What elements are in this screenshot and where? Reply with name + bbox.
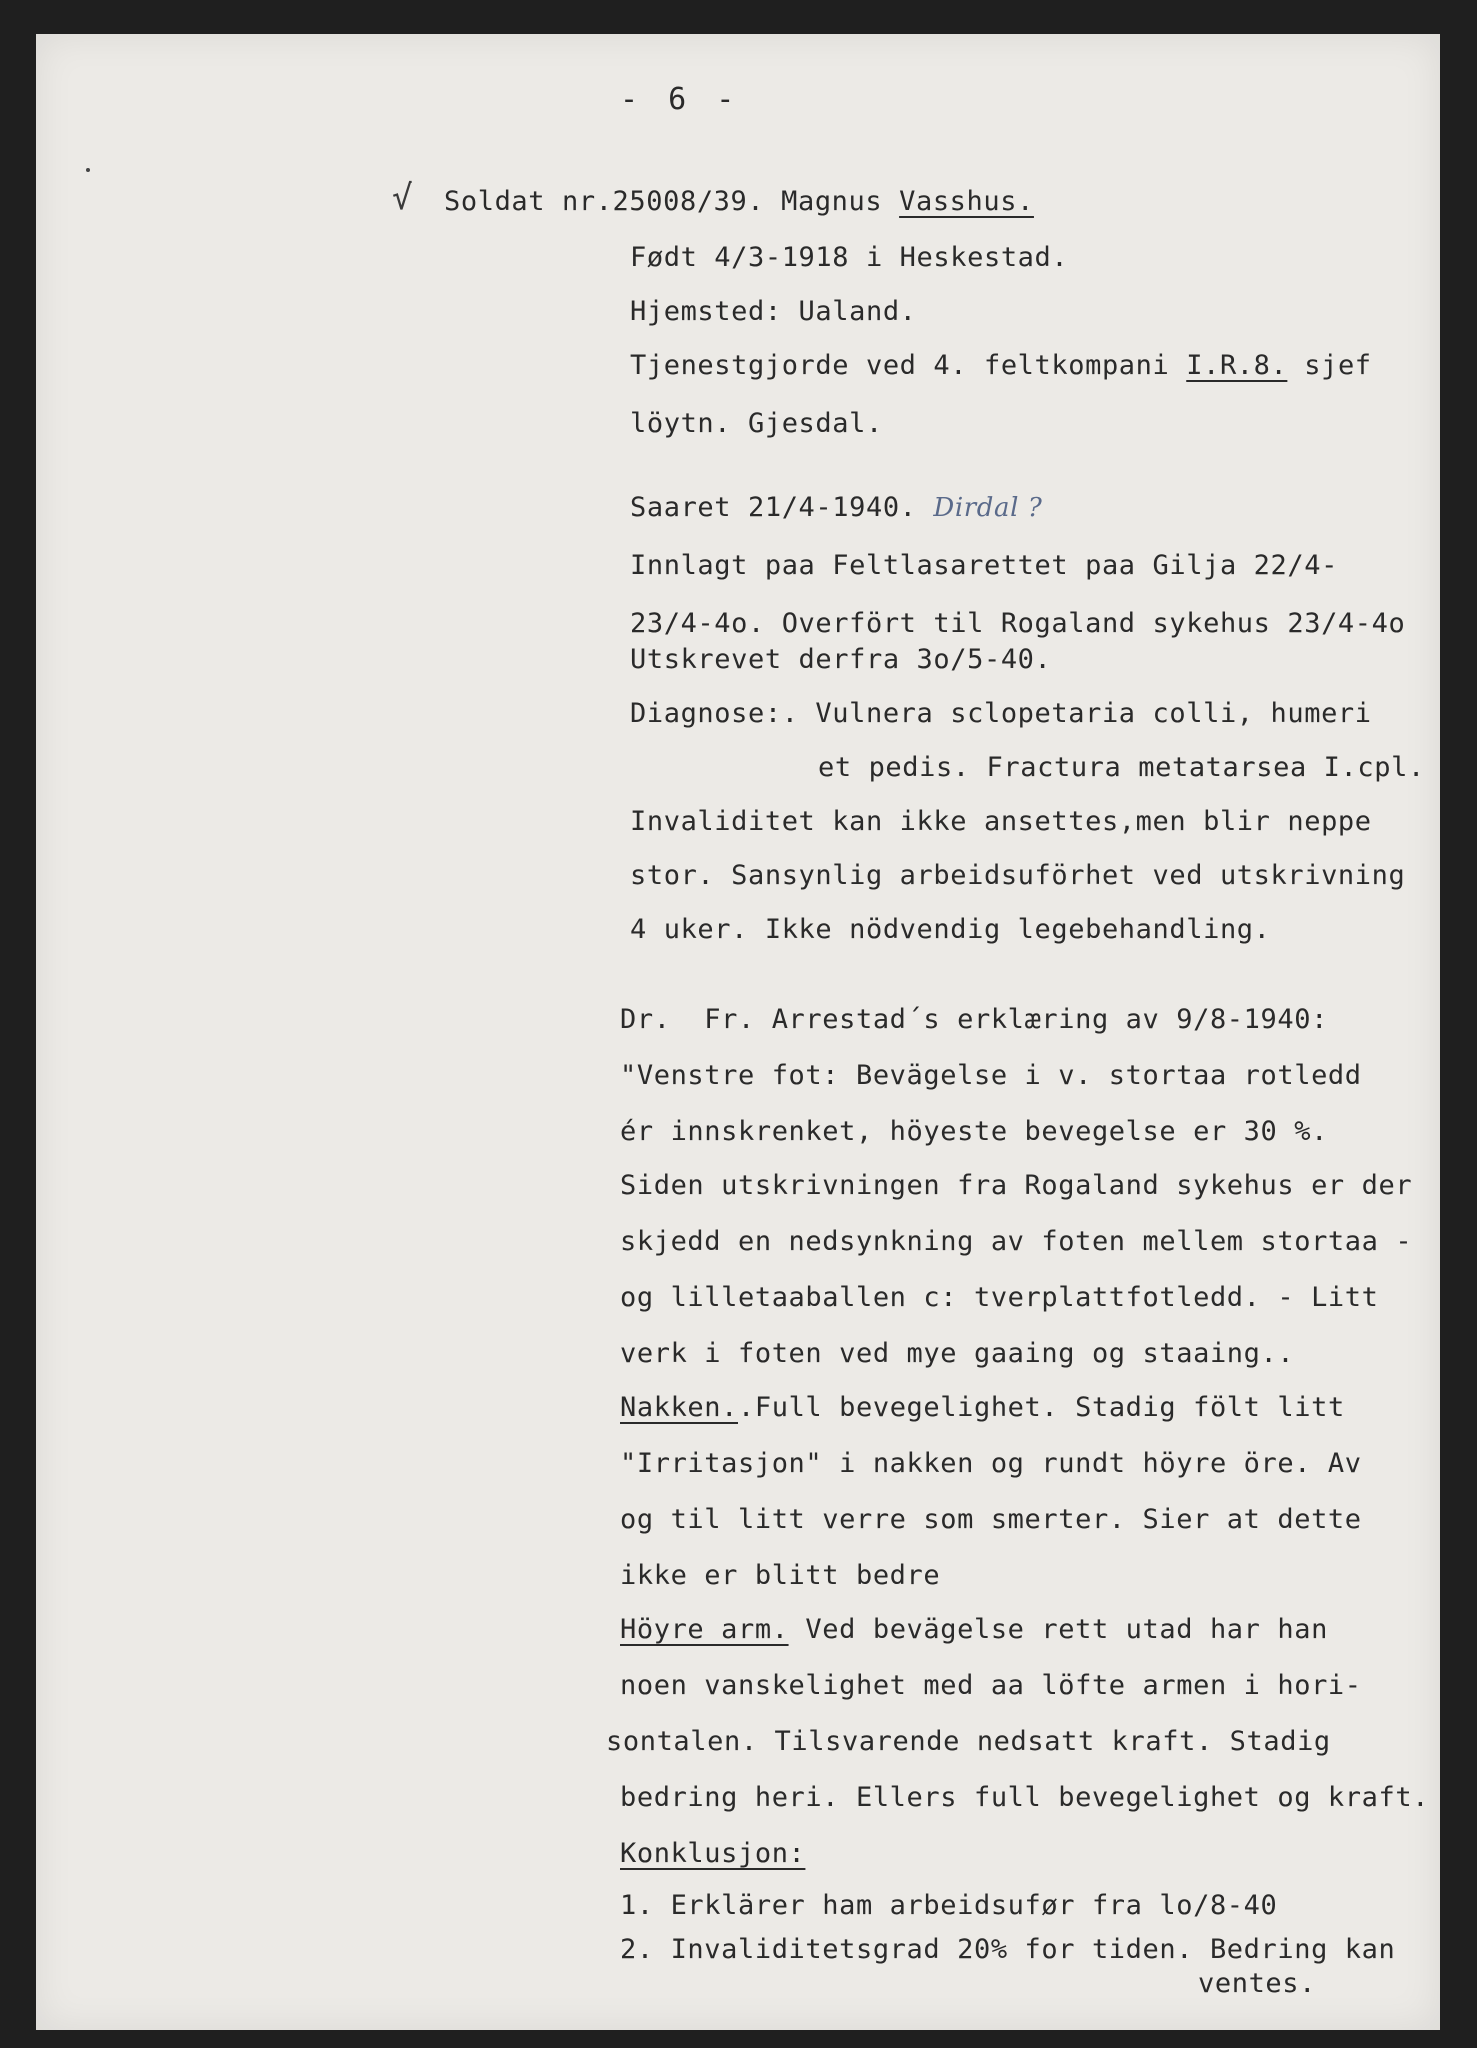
arm-line-3: sontalen. Tilsvarende nedsatt kraft. Stadig xyxy=(606,1726,1331,1757)
arm-line-2: noen vanskelighet med aa löfte armen i hori- xyxy=(620,1670,1362,1701)
service-prefix: Tjenestgjorde ved 4. feltkompani xyxy=(630,350,1170,381)
transferred-line: 23/4-4o. Overfört til Rogaland sykehus 23/4-4o xyxy=(630,608,1406,639)
declaration-line-5: skjedd en nedsynkning av foten mellem stortaa - xyxy=(620,1226,1413,1257)
declaration-line-6: og lilletaaballen c: tverplattfotledd. - Litt xyxy=(620,1282,1379,1313)
document-page xyxy=(36,34,1440,2030)
soldier-number: Soldat nr.25008/39. Magnus xyxy=(444,186,883,217)
declaration-line-1: Dr. Fr. Arrestad´s erklæring av 9/8-1940: xyxy=(620,1004,1328,1035)
page-number: - 6 - xyxy=(620,82,741,117)
arm-label: Höyre arm. xyxy=(620,1614,789,1645)
handwritten-place: Dirdal ? xyxy=(933,493,1043,523)
born-line: Født 4/3-1918 i Heskestad. xyxy=(630,242,1069,273)
diagnosis-line-2: et pedis. Fractura metatarsea I.cpl. xyxy=(818,752,1425,783)
conclusion-heading: Konklusjon: xyxy=(620,1838,806,1869)
check-mark-icon: √ xyxy=(392,178,414,218)
wounded-line xyxy=(630,492,1042,524)
neck-text: .Full bevegelighet. Stadig fölt litt xyxy=(738,1392,1345,1423)
declaration-line-2: "Venstre fot: Bevägelse i v. stortaa rotledd xyxy=(620,1060,1362,1091)
neck-line-1 xyxy=(620,1392,1345,1424)
wounded-date: Saaret 21/4-1940. xyxy=(630,492,917,523)
neck-line-4: ikke er blitt bedre xyxy=(620,1560,941,1591)
regiment: I.R.8. xyxy=(1186,350,1288,381)
soldier-surname: Vasshus. xyxy=(899,186,1034,217)
conclusion-item-2: 2. Invaliditetsgrad 20% for tiden. Bedring kan xyxy=(620,1934,1396,1965)
conclusion-item-1: 1. Erklärer ham arbeidsufør fra lo/8-40 xyxy=(620,1890,1278,1921)
arm-line-4: bedring heri. Ellers full bevegelighet og kraft. xyxy=(620,1782,1430,1813)
declaration-line-3: ér innskrenket, höyeste bevegelse er 30 %. xyxy=(620,1116,1328,1147)
commander-line: löytn. Gjesdal. xyxy=(630,408,883,439)
arm-text: Ved bevägelse rett utad har han xyxy=(788,1614,1328,1645)
conclusion-item-2-cont: ventes. xyxy=(1198,1968,1316,1999)
discharged-line: Utskrevet derfra 3o/5-40. xyxy=(630,644,1052,675)
home-line: Hjemsted: Ualand. xyxy=(630,296,917,327)
arm-line-1 xyxy=(620,1614,1328,1646)
service-line xyxy=(630,350,1372,382)
header-line xyxy=(444,186,1034,218)
admitted-line: Innlagt paa Feltlasarettet paa Gilja 22/4- xyxy=(630,550,1338,581)
invalidity-line-3: 4 uker. Ikke nödvendig legebehandling. xyxy=(630,914,1271,945)
margin-dot xyxy=(86,168,90,172)
diagnosis-line-1: Diagnose:. Vulnera sclopetaria colli, humeri xyxy=(630,698,1372,729)
neck-label: Nakken. xyxy=(620,1392,738,1423)
declaration-line-7: verk i foten ved mye gaaing og staaing.. xyxy=(620,1338,1295,1369)
neck-line-2: "Irritasjon" i nakken og rundt höyre öre. Av xyxy=(620,1448,1362,1479)
declaration-line-4: Siden utskrivningen fra Rogaland sykehus er der xyxy=(620,1170,1413,1201)
invalidity-line-1: Invaliditet kan ikke ansettes,men blir neppe xyxy=(630,806,1372,837)
invalidity-line-2: stor. Sansynlig arbeidsuförhet ved utskrivning xyxy=(630,860,1406,891)
service-suffix: sjef xyxy=(1304,350,1372,381)
neck-line-3: og til litt verre som smerter. Sier at dette xyxy=(620,1504,1362,1535)
